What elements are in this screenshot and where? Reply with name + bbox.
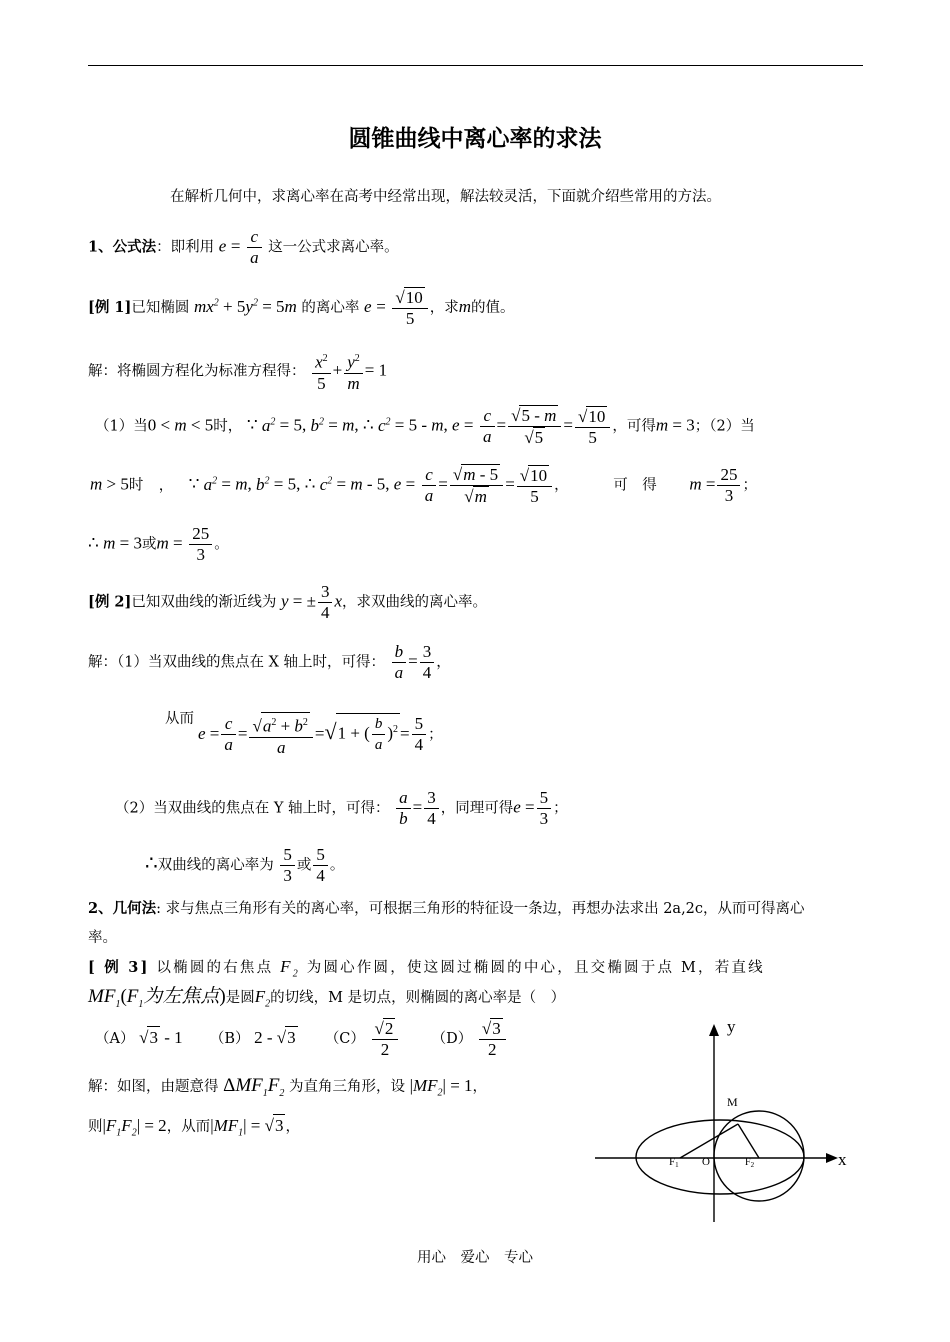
option-b: （B）: [209, 1031, 250, 1047]
example-3-label: [ 例 3]: [88, 959, 150, 976]
page-title: 圆锥曲线中离心率的求法: [348, 126, 602, 152]
point-m-label: M: [727, 1095, 738, 1109]
formula-e: e: [218, 236, 227, 256]
point-o-label: O: [702, 1156, 710, 1168]
example-3-question-line-2: $MF_1(F_1$为左焦点)是圆$F_2$的切线，M 是切点，则椭圆的离心率是（ ）: [88, 986, 566, 1010]
option-d: （D）: [431, 1031, 473, 1047]
example-1-case-2: m > 5时 ， ∵ $a^2 = m$, $b^2 = 5$, ∴ $c^2 = m - 5$, e = $\frac{c}{a}$ = $\frac{√m - 5}{√m}$ = $\frac{√10}{5}$ ， 可 得 m = $\frac{25}{3}$ ；: [90, 465, 757, 506]
example-1-question: [例 1]已知椭圆 $mx^2 + 5y^2 = 5m$ 的离心率 e = $\frac{√10}{5}$ ，求m的值。: [88, 288, 515, 328]
page-footer: 用心 爱心 专心: [417, 1250, 533, 1266]
ellipse: [636, 1120, 804, 1194]
y-axis-label: y: [727, 1017, 736, 1036]
y-axis-arrow-icon: [709, 1024, 719, 1036]
example-2-thus-formula: e = $\frac{c}{a}$ = $\frac{√a^2 + b^2}{a}$ =√1 + ( $\frac{b}{a}$ )$^2$ = $\frac{5}{4}$ ；: [198, 712, 443, 758]
example-1-conclusion: ∴ m = 3或m = $\frac{25}{3}$ 。: [88, 524, 229, 564]
section-2-line: 2、几何法: 求与焦点三角形有关的离心率，可根据三角形的特征设一条边，再想办法求出 2a,2c，从而可得离心: [88, 900, 805, 917]
section-2-line-2: 率。: [88, 930, 117, 946]
section-1-heading: 1、公式法: [88, 238, 157, 256]
example-2-thus-label: 从而: [165, 711, 194, 727]
intro-paragraph: 在解析几何中，求离心率在高考中经常出现，解法较灵活，下面就介绍些常用的方法。: [170, 189, 721, 205]
option-c: （C）: [324, 1031, 365, 1047]
option-a: （A）: [95, 1031, 135, 1047]
example-3-solution-1: 解：如图，由题意得 $\Delta MF_1F_2$ 为直角三角形，设 $|MF_2| = 1$，: [88, 1075, 488, 1099]
example-2-solution-2: （2）当双曲线的焦点在 Y 轴上时，可得： $\frac{a}{b}$ = $\frac{3}{4}$ ，同理可得e = $\frac{5}{3}$ ；: [115, 788, 568, 828]
example-3-options: （A） √3 - 1 （B） 2 - √3 （C） $\frac{√2}{2}$ （D） $\frac{√3}{2}$: [95, 1018, 508, 1060]
header-rule: [88, 65, 863, 66]
line-f2-m: [738, 1124, 759, 1158]
example-2-conclusion: ∴双曲线的离心率为 $\frac{5}{3}$ 或 $\frac{5}{4}$ 。: [145, 845, 345, 885]
section-1-line: 1、公式法：即利用 e = $\frac{c}{a}$ 这一公式求离心率。: [88, 227, 399, 267]
example-3-question-line-1: [ 例 3] 以椭圆的右焦点 $F_2$ 为圆心作圆，使这圆过椭圆的中心，且交椭圆于点 M，若直线: [88, 957, 765, 980]
example-1-label: [例 1]: [88, 299, 132, 316]
example-1-solution-intro: 解：将椭圆方程化为标准方程得： $\frac{x^2}{5}$ + $\frac{y^2}{m}$ = 1: [88, 349, 387, 394]
fraction-sqrt10-over-5: $\frac{√10}{5}$: [392, 287, 427, 329]
example-2-question: [例 2]已知双曲线的渐近线为 y = ± $\frac{3}{4}$ x，求双曲线的离心率。: [88, 582, 487, 622]
x-axis-label: x: [838, 1150, 847, 1169]
ellipse-circle-diagram: [590, 1015, 860, 1230]
example-3-solution-2: 则$|F_1F_2| = 2$，从而$|MF_1| = √3$ ，: [88, 1116, 300, 1139]
example-2-solution-1: 解：（1）当双曲线的焦点在 X 轴上时，可得： $\frac{b}{a}$ = $\frac{3}{4}$ ，: [88, 642, 451, 682]
fraction-c-over-a: $\frac{c}{a}$: [247, 227, 262, 268]
example-2-label: [例 2]: [88, 593, 132, 611]
line-f1-m: [680, 1124, 738, 1158]
x-axis-arrow-icon: [826, 1153, 838, 1163]
point-f1-label: F1: [669, 1156, 679, 1169]
example-1-case-1: （1）当0 < m < 5时， ∵ $a^2 = 5$, $b^2 = m$, ∴ $c^2 = 5 - m$, e = $\frac{c}{a}$ = $\frac{√5 - m}{√5}$ = $\frac{√10}{5}$ ，可得m = 3；（2）当: [95, 406, 755, 447]
section-2-heading: 2、几何法: [88, 900, 157, 917]
point-f2-label: $F_2$: [745, 1157, 755, 1169]
